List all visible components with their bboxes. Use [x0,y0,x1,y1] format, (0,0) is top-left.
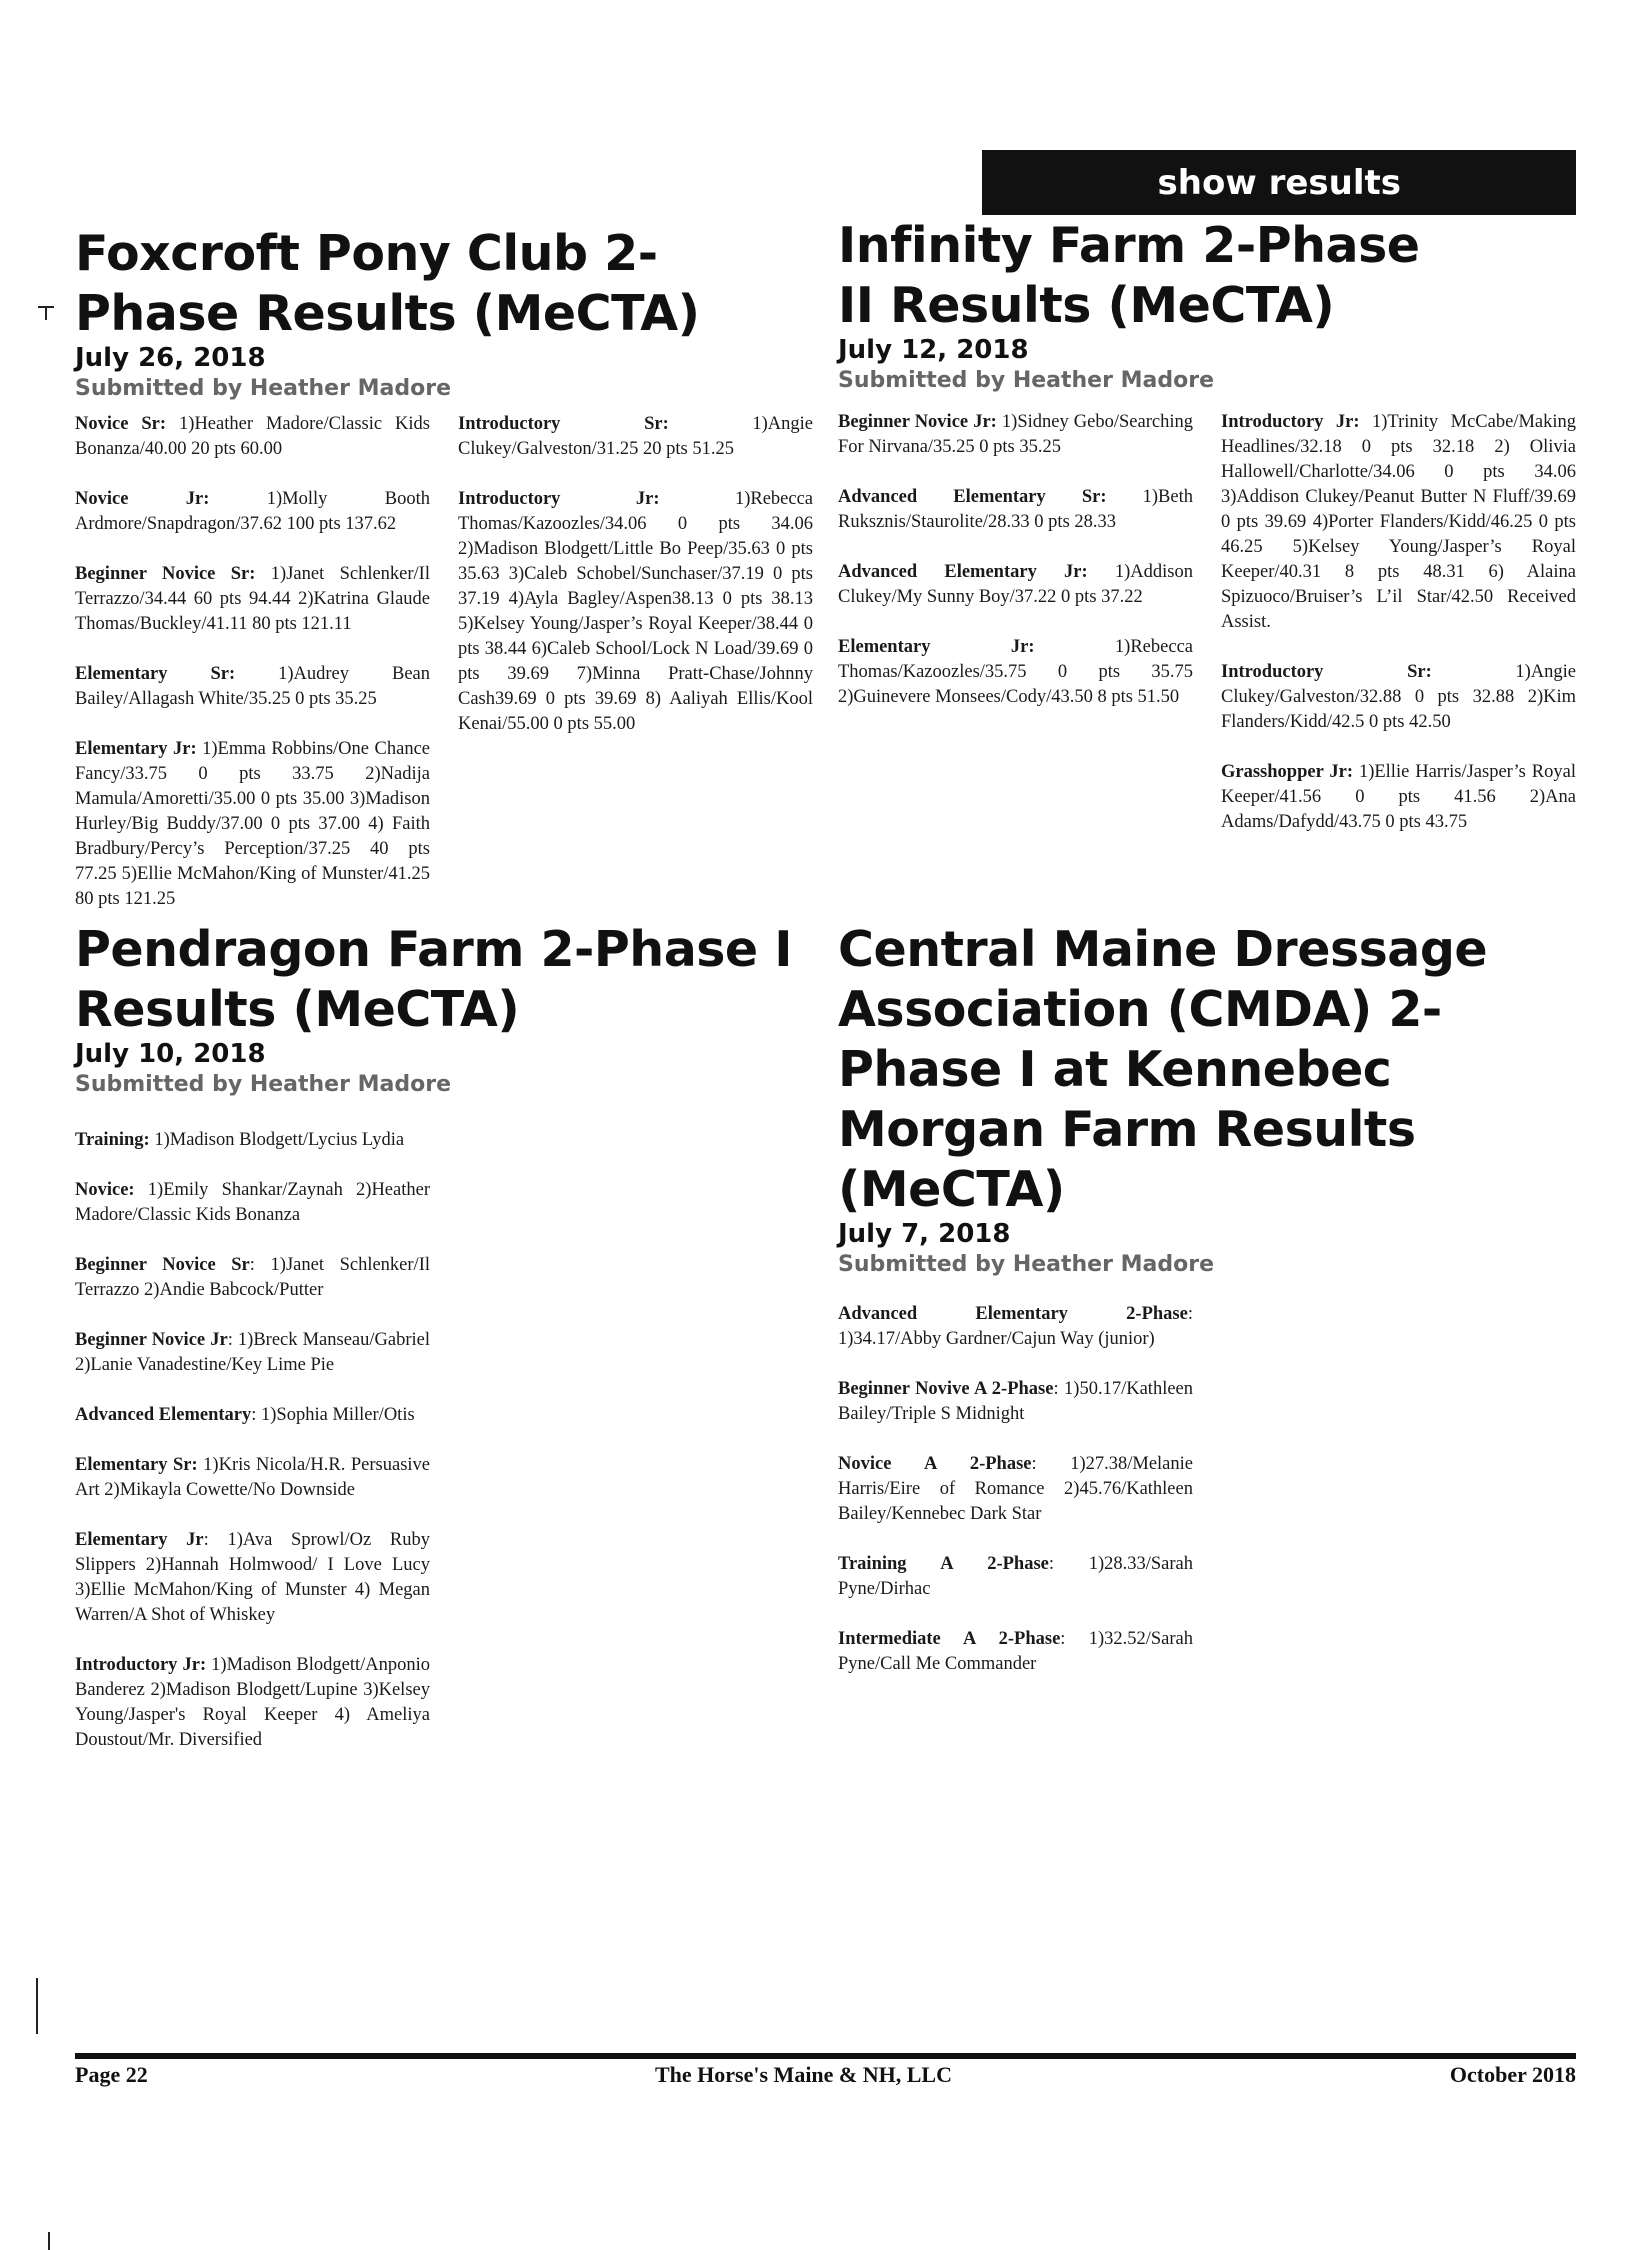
result-entry [75,1328,430,1378]
result-placings: 1)Trinity McCabe/Making Headlines/32.18 0 pts 32.18 2) Olivia Hallowell/Charlotte/34.06 0 pts 34.06 3)Addison Clukey/Peanut Butter N Fluff/39.69 0 pts 39.69 4)Porter Flanders/Kidd/46.25 0 pts 46.25 5)Kelsey Young/Jasper’s Royal Keeper/40.31 8 pts 48.31 6) Alaina Spizuoco/Bruiser’s L’il Star/42.50 Received Assist. [1221,412,1576,632]
article-column [75,1128,430,1753]
article-title: Infinity Farm 2-Phase II Results (MeCTA) [838,217,1420,334]
result-entry [838,635,1193,710]
result-placings: 1)Rebecca Thomas/Kazoozles/35.75 0 pts 35.75 2)Guinevere Monsees/Cody/43.50 8 pts 51.50 [838,637,1193,707]
article-column-1 [75,412,430,937]
result-entry [1221,760,1576,835]
footer-publication: The Horse's Maine & NH, LLC [655,2062,952,2087]
result-placings: 1)Heather Madore/Classic Kids Bonanza/40.00 20 pts 60.00 [75,414,430,459]
article-date: July 12, 2018 [838,335,1029,365]
result-placings: : 1)34.17/Abby Gardner/Cajun Way (junior) [838,1304,1193,1349]
result-division-label: Advanced Elementary Jr: [838,562,1088,582]
result-placings: 1)Beth Ruksznis/Staurolite/28.33 0 pts 28.33 [838,487,1193,532]
result-placings: 1)Sidney Gebo/Searching For Nirvana/35.25 0 pts 35.25 [838,412,1193,457]
result-entry [838,1302,1193,1352]
article-date: July 26, 2018 [75,343,266,373]
crop-mark-bottom-left [48,2232,50,2250]
result-placings: : 1)27.38/Melanie Harris/Eire of Romance 2)45.76/Kathleen Bailey/Kennebec Dark Star [838,1454,1193,1524]
result-placings: : 1)Breck Manseau/Gabriel 2)Lanie Vanadestine/Key Lime Pie [75,1330,430,1375]
result-division-label: Training A 2-Phase [838,1554,1049,1574]
result-division-label: Novice Jr: [75,489,210,509]
result-entry [75,662,430,712]
result-entry [75,1653,430,1753]
result-placings: : 1)50.17/Kathleen Bailey/Triple S Midnight [838,1379,1194,1424]
article-columns [75,412,815,937]
result-division-label: Elementary Sr: [75,664,236,684]
result-placings: : 1)Janet Schlenker/Il Terrazzo 2)Andie Babcock/Putter [75,1255,430,1300]
result-division-label: Elementary Jr: [75,739,197,759]
result-placings: 1)Ellie Harris/Jasper’s Royal Keeper/41.56 0 pts 41.56 2)Ana Adams/Dafydd/43.75 0 pts 43.75 [1221,762,1576,832]
result-placings: 1)Molly Booth Ardmore/Snapdragon/37.62 100 pts 137.62 [75,489,430,534]
result-entry [75,562,430,637]
result-division-label: Elementary Sr: [75,1455,198,1475]
result-entry [75,1253,430,1303]
result-division-label: Training: [75,1130,150,1150]
result-entry [75,412,430,462]
result-entry [838,410,1193,460]
result-placings: : 1)32.52/Sarah Pyne/Call Me Commander [838,1629,1193,1674]
article-infinity [838,216,1576,860]
result-division-label: Beginner Novive A 2-Phase [838,1379,1054,1399]
result-entry [1221,660,1576,735]
footer-rule [75,2053,1576,2059]
result-placings: 1)Audrey Bean Bailey/Allagash White/35.25 0 pts 35.25 [75,664,430,709]
result-placings: 1)Kris Nicola/H.R. Persuasive Art 2)Mikayla Cowette/No Downside [75,1455,430,1500]
article-column [838,1302,1193,1677]
article-byline: Submitted by Heather Madore [838,1252,1214,1277]
result-division-label: Advanced Elementary Sr: [838,487,1107,507]
result-division-label: Advanced Elementary 2-Phase [838,1304,1188,1324]
article-column-2 [1221,410,1576,860]
article-title: Pendragon Farm 2-Phase I Results (MeCTA) [75,921,792,1038]
result-placings: 1)Angie Clukey/Galveston/32.88 0 pts 32.88 2)Kim Flanders/Kidd/42.5 0 pts 42.50 [1221,662,1576,732]
result-division-label: Novice: [75,1180,135,1200]
result-division-label: Introductory Jr: [1221,412,1360,432]
article-column-2 [458,412,813,937]
result-entry [75,487,430,537]
result-division-label: Elementary Jr [75,1530,204,1550]
result-placings: 1)Emma Robbins/One Chance Fancy/33.75 0 pts 33.75 2)Nadija Mamula/Amoretti/35.00 0 pts 35.00 3)Madison Hurley/Big Buddy/37.00 0 pts 37.00 4) Faith Bradbury/Percy’s Perception/37.25 40 pts 77.25 5)Ellie McMahon/King of Munster/41.25 80 pts 121.25 [75,739,430,909]
result-entry [838,485,1193,535]
result-division-label: Elementary Jr: [838,637,1035,657]
result-division-label: Introductory Jr: [75,1655,207,1675]
result-entry [75,737,430,912]
result-division-label: Introductory Jr: [458,489,660,509]
result-division-label: Introductory Sr: [1221,662,1432,682]
result-entry [838,1552,1193,1602]
result-division-label: Beginner Novice Jr: [838,412,997,432]
result-placings: 1)Madison Blodgett/Anponio Banderez 2)Madison Blodgett/Lupine 3)Kelsey Young/Jasper's Royal Keeper 4) Ameliya Doustout/Mr. Diversified [75,1655,430,1750]
article-cmda [838,920,1576,1702]
result-division-label: Beginner Novice Sr [75,1255,250,1275]
article-date: July 10, 2018 [75,1039,266,1069]
result-placings: 1)Angie Clukey/Galveston/31.25 20 pts 51.25 [458,414,813,459]
result-division-label: Novice Sr: [75,414,167,434]
article-foxcroft [75,224,815,937]
result-division-label: Beginner Novice Jr [75,1330,228,1350]
result-entry [75,1128,430,1153]
result-division-label: Grasshopper Jr: [1221,762,1354,782]
article-columns [838,410,1576,860]
section-banner-label: show results [1157,162,1401,203]
footer-issue-date: October 2018 [1449,2062,1576,2087]
result-division-label: Introductory Sr: [458,414,669,434]
result-entry [838,1377,1193,1427]
result-entry [838,1627,1193,1677]
result-entry [458,487,813,737]
result-placings: : 1)28.33/Sarah Pyne/Dirhac [838,1554,1194,1599]
article-title: Foxcroft Pony Club 2-Phase Results (MeCTA) [75,225,700,342]
result-entry [838,560,1193,610]
result-placings: 1)Rebecca Thomas/Kazoozles/34.06 0 pts 34.06 2)Madison Blodgett/Little Bo Peep/35.63 0 pts 35.63 3)Caleb Schobel/Sunchaser/37.19 0 pts 37.19 4)Ayla Bagley/Aspen38.13 0 pts 38.13 5)Kelsey Young/Jasper’s Royal Keeper/38.44 0 pts 38.44 6)Caleb School/Lock N Load/39.69 0 pts 39.69 7)Minna Pratt-Chase/Johnny Cash39.69 0 pts 39.69 8) Aaliyah Ellis/Kool Kenai/55.00 0 pts 55.00 [458,489,813,734]
result-entry [838,1452,1193,1527]
result-placings: 1)Addison Clukey/My Sunny Boy/37.22 0 pts 37.22 [838,562,1193,607]
article-column-1 [838,410,1193,860]
result-entry [75,1178,430,1228]
article-byline: Submitted by Heather Madore [75,1072,451,1097]
crop-mark-left [36,1978,38,2034]
result-placings: 1)Emily Shankar/Zaynah 2)Heather Madore/Classic Kids Bonanza [75,1180,430,1225]
result-entry [75,1403,430,1428]
result-entry [1221,410,1576,635]
article-date: July 7, 2018 [838,1219,1011,1249]
section-banner [982,150,1576,215]
article-byline: Submitted by Heather Madore [838,368,1214,393]
result-division-label: Intermediate A 2-Phase [838,1629,1061,1649]
article-pendragon [75,920,815,1778]
result-placings: 1)Janet Schlenker/Il Terrazzo/34.44 60 pts 94.44 2)Katrina Glaude Thomas/Buckley/41.11 80 pts 121.11 [75,564,430,634]
result-entry [75,1453,430,1503]
result-entry [75,1528,430,1628]
result-division-label: Advanced Elementary [75,1405,252,1425]
result-division-label: Novice A 2-Phase [838,1454,1032,1474]
result-division-label: Beginner Novice Sr: [75,564,256,584]
result-entry [458,412,813,462]
result-placings: : 1)Sophia Miller/Otis [251,1405,415,1425]
article-title: Central Maine Dressage Association (CMDA) 2-Phase I at Kennebec Morgan Farm Results (MeCTA) [838,921,1488,1218]
result-placings: : 1)Ava Sprowl/Oz Ruby Slippers 2)Hannah Holmwood/ I Love Lucy 3)Ellie McMahon/King of Munster 4) Megan Warren/A Shot of Whiskey [75,1530,430,1625]
footer-page-number: Page 22 [75,2062,148,2087]
article-byline: Submitted by Heather Madore [75,376,451,401]
result-placings: 1)Madison Blodgett/Lycius Lydia [149,1130,405,1150]
crop-mark-top-left-v [45,306,47,320]
